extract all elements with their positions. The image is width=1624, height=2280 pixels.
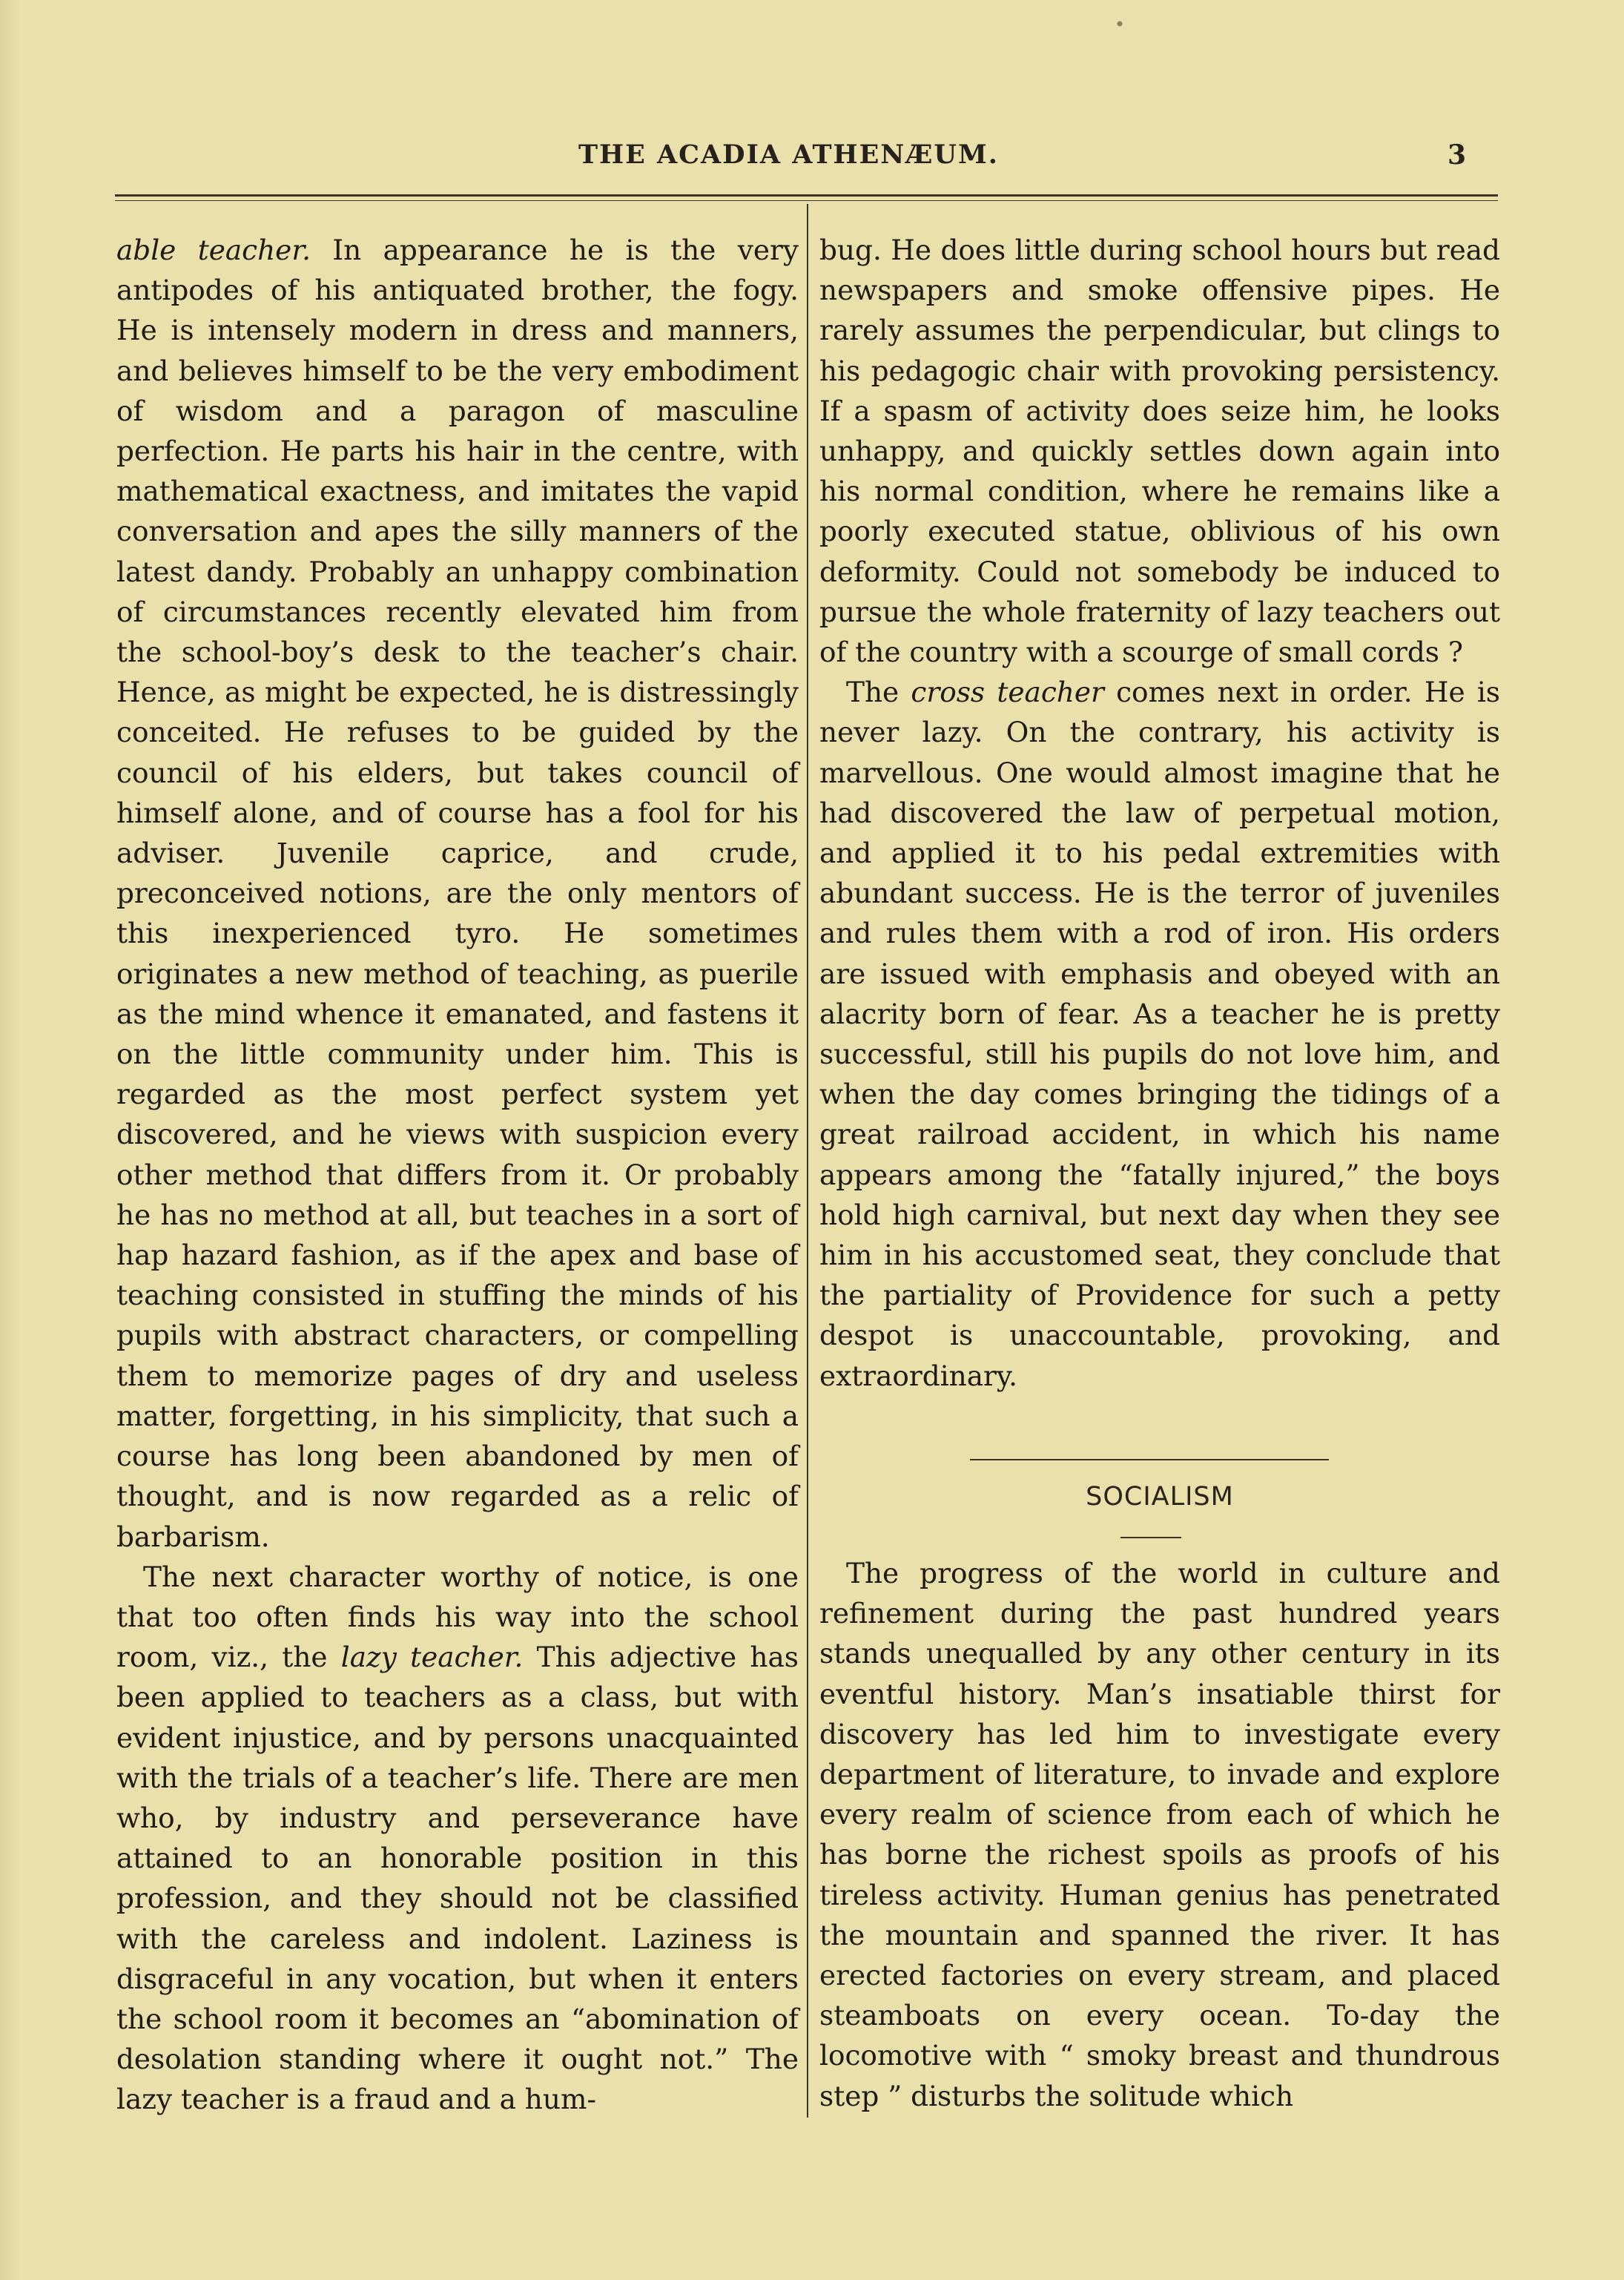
socialism-paragraph-1: The progress of the world in culture and refinement during the past hundred years stands unequalled by any other century in its eventful history. Man’s insatiable thirst for discovery has led him to investigate every department of literature, to invade and explore every realm of science from each of which he has borne the richest spoils as proofs of his tireless activity. Human genius has penetrated the mountain and spanned the river. It has erected factories on every stream, and placed steamboats on every ocean. To-day the locomotive with “ smoky breast and thundrous step ” disturbs the solitude which: [819, 1557, 1500, 2112]
left-paragraph-2: [116, 1557, 799, 2120]
column-divider: [807, 204, 808, 2118]
right-paragraph-2-emphasis: cross teacher: [911, 676, 1104, 709]
left-paragraph-2-emphasis: lazy teacher.: [340, 1641, 524, 1674]
running-head-title: THE ACADIA ATHENÆUM.: [578, 139, 999, 170]
left-paragraph-2-start: The next character worthy of notice, is one that too often finds his way into the school room, viz., the: [116, 1560, 799, 1674]
left-paragraph-2-text: This adjective has been applied to teachers as a class, but with evident injustice, and by persons unacquainted with the trials of a teacher’s life. There are men who, by industry and perseverance have attained to an honorable position in this profession, and they should not be classified with the careless and indolent. Laziness is disgraceful in any vocation, but when it enters the school room it becomes an “abomination of desolation standing where it ought not.” The lazy teacher is a fraud and a hum-: [116, 1641, 799, 2116]
left-paragraph-1-text: In appearance he is the very antipodes of his antiquated brother, the fogy. He is intensely modern in dress and manners, and believes himself to be the very embodiment of wisdom and a paragon of masculine perfection. He parts his hair in the centre, with mathematical exactness, and imitates the vapid conversation and apes the silly manners of the latest dandy. Probably an unhappy combination of circumstances recently elevated him from the school-boy’s desk to the teacher’s chair. Hence, as might be expected, he is distressingly conceited. He refuses to be guided by the council of his elders, but takes council of himself alone, and of course has a fool for his adviser. Juvenile caprice, and crude, preconceived notions, are the only mentors of this inexperienced tyro. He sometimes originates a new method of teaching, as puerile as the mind whence it emanated, and fastens it on the little community under him. This is regarded as the most perfect system yet discovered, and he views with suspicion every other method that differs from it. Or probably he has no method at all, but teaches in a sort of hap hazard fashion, as if the apex and base of teaching consisted in stuffing the minds of his pupils with abstract characters, or compelling them to memorize pages of dry and useless matter, forgetting, in his simplicity, that such a course has long been abandoned by men of thought, and is now regarded as a relic of barbarism.: [116, 234, 799, 1553]
socialism-article: [819, 1553, 1500, 2116]
section-divider-rule: [970, 1459, 1329, 1460]
left-paragraph-1: [116, 230, 799, 1557]
page-number: 3: [1448, 139, 1467, 171]
right-paragraph-1: bug. He does little during school hours but read newspapers and smoke offensive pipes. He rarely assumes the perpendicular, but clings to his pedagogic chair with provoking persistency. If a spasm of activity does seize him, he looks unhappy, and quickly settles down again into his normal condition, where he remains like a poorly executed statue, oblivious of his own deformity. Could not somebody be induced to pursue the whole fraternity of lazy teachers out of the country with a scourge of small cords ?: [819, 234, 1500, 669]
right-paragraph-2-text: comes next in order. He is never lazy. On the contrary, his activity is marvellous. One would almost imagine that he had discovered the law of perpetual motion, and applied it to his pedal extremities with abundant success. He is the terror of juveniles and rules them with a rod of iron. His orders are issued with emphasis and obeyed with an alacrity born of fear. As a teacher he is pretty successful, still his pupils do not love him, and when the day comes bringing the tidings of a great railroad accident, in which his name appears among the “fatally injured,” the boys hold high carnival, but next day when they see him in his accustomed seat, they conclude that the partiality of Providence for such a petty despot is unaccountable, provoking, and extraordinary.: [819, 676, 1500, 1392]
section-heading: SOCIALISM: [1086, 1482, 1234, 1512]
left-paragraph-1-lead: able teacher.: [116, 234, 311, 266]
right-paragraph-2: [819, 672, 1500, 1396]
header-rule: [115, 194, 1498, 201]
right-paragraph-2-start: The: [846, 676, 911, 709]
right-column: [819, 230, 1500, 1396]
section-heading-rule: [1120, 1537, 1181, 1538]
left-column: [116, 230, 799, 2120]
